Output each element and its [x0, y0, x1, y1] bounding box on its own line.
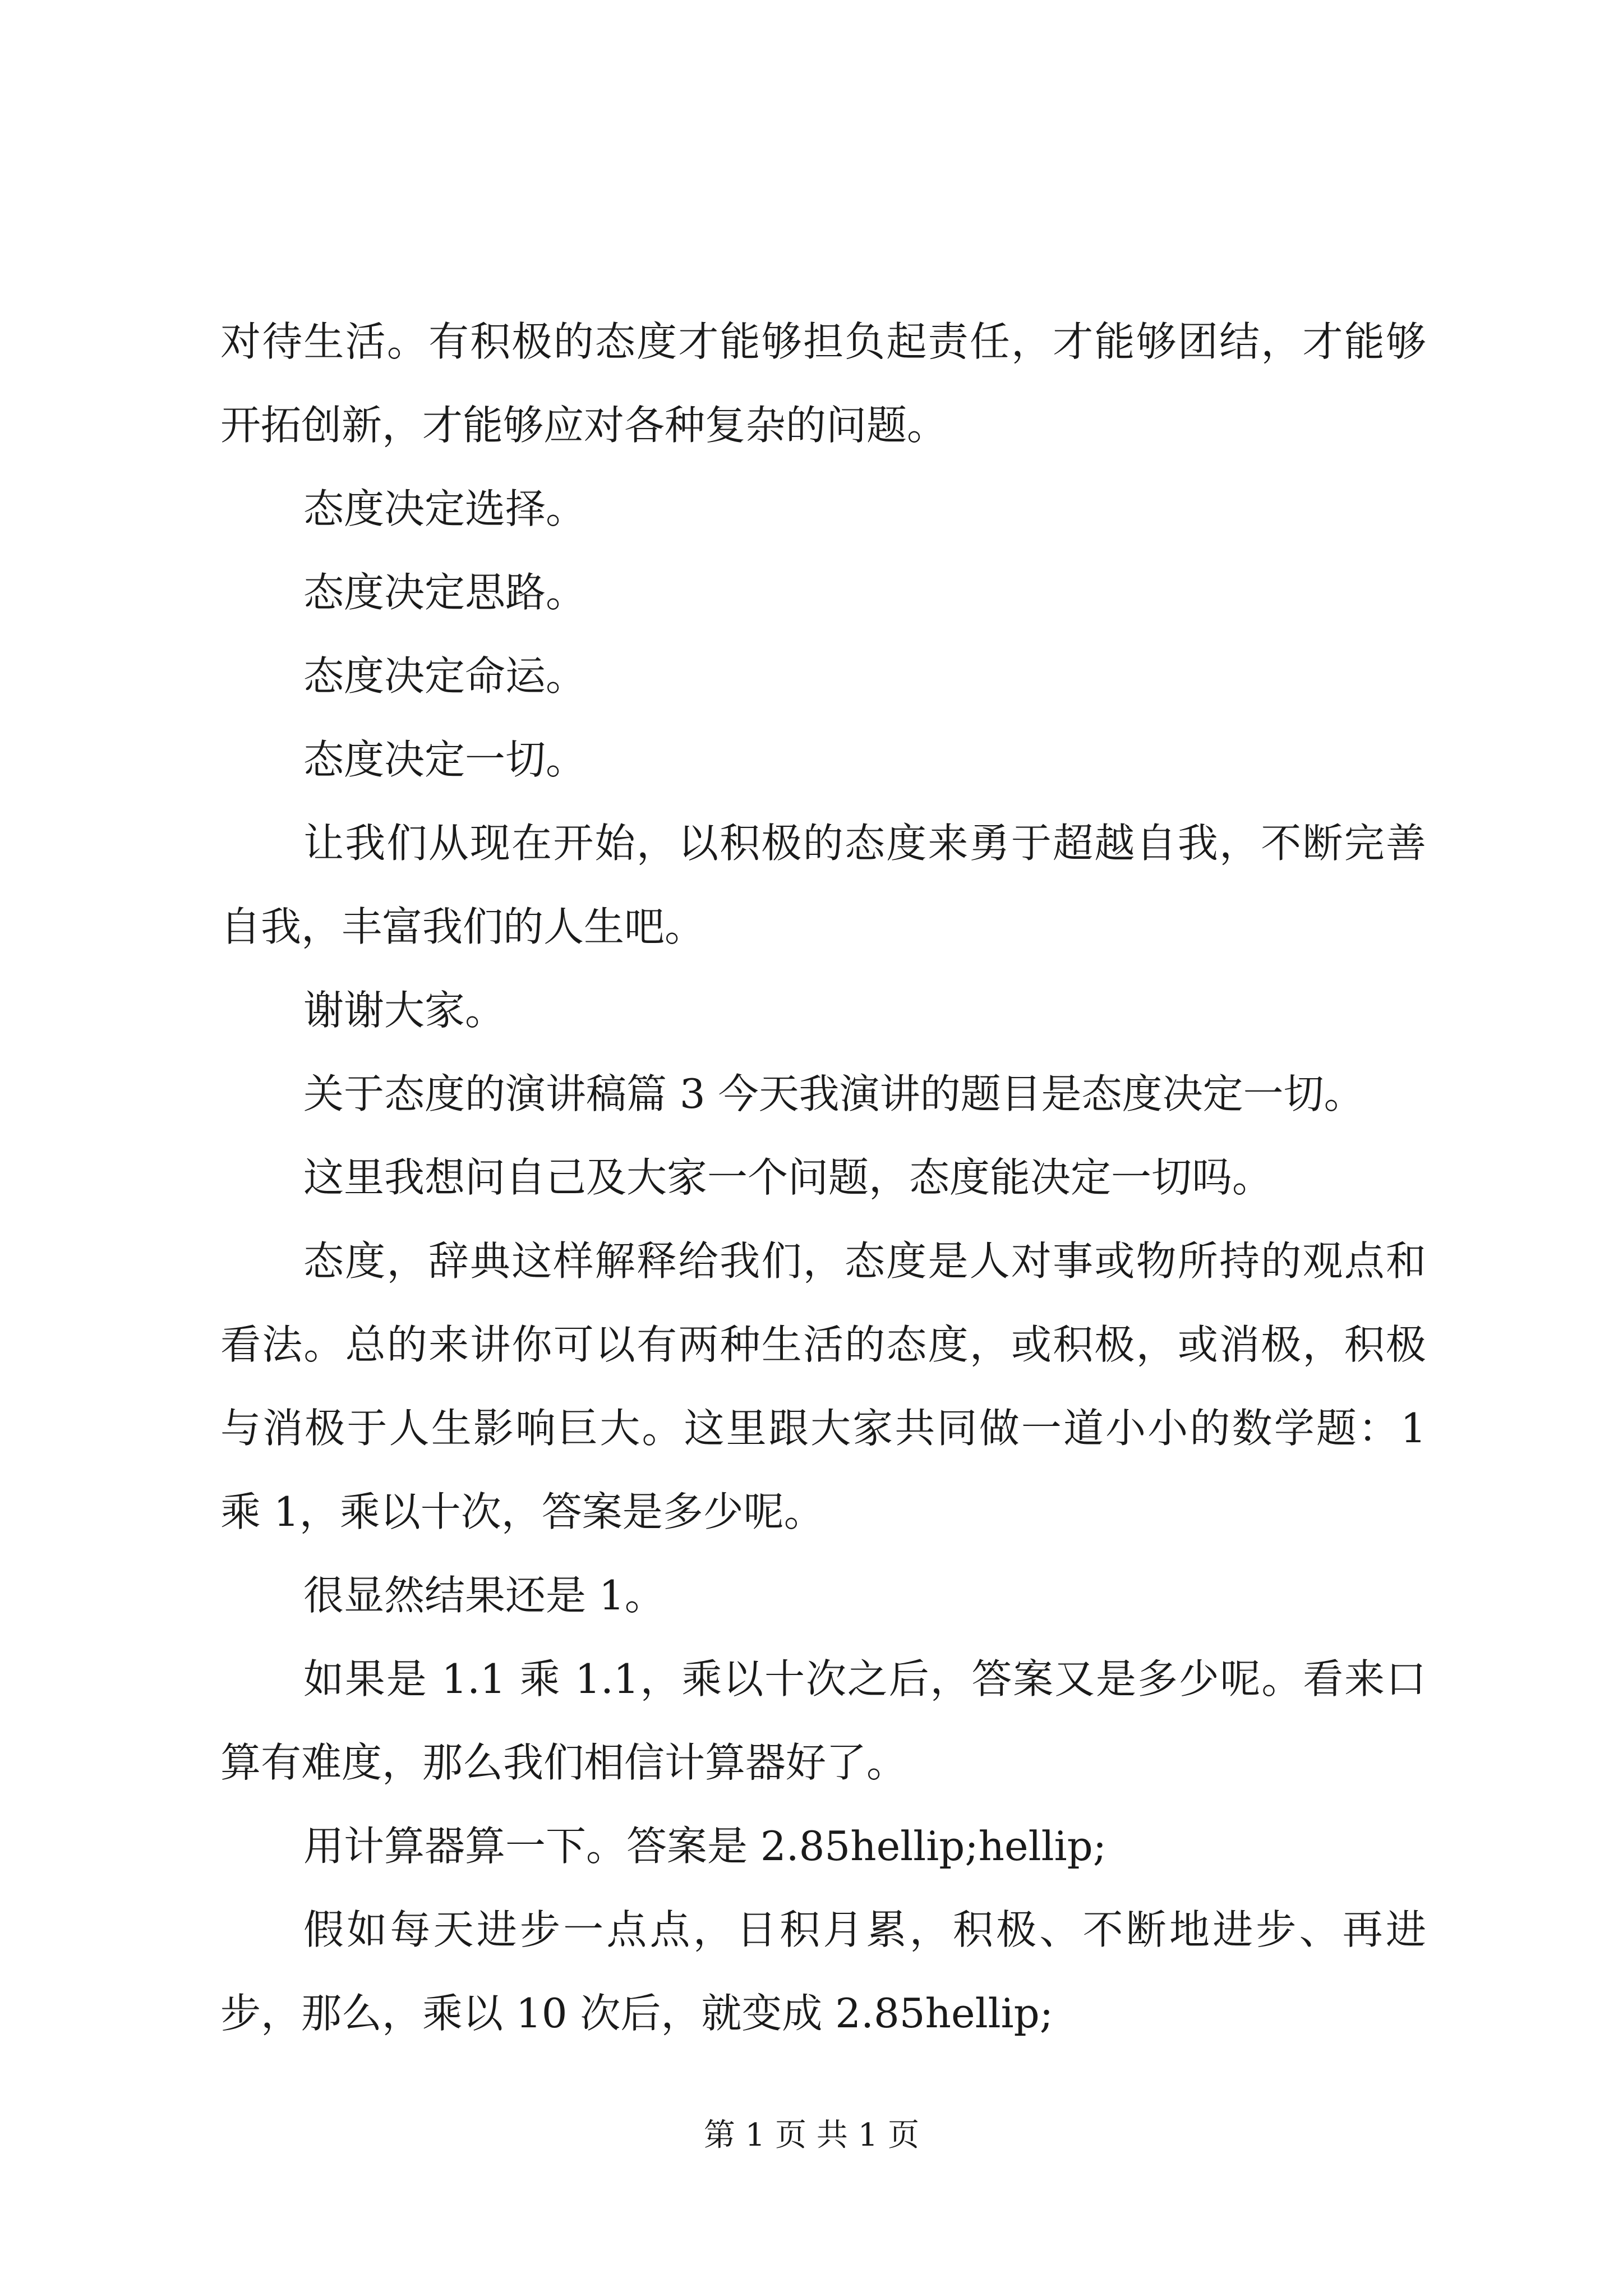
paragraph: 态度决定思路。	[303, 569, 587, 616]
paragraph: 这里我想问自己及大家一个问题，态度能决定一切吗。	[303, 1154, 1273, 1201]
paragraph: 很显然结果还是 1。	[303, 1572, 665, 1619]
paragraph: 对待生活。有积极的态度才能够担负起责任，才能够团结，才能够开拓创新，才能够应对各种复杂的问题。	[220, 318, 1426, 449]
paragraph: 关于态度的演讲稿篇 3 今天我演讲的题目是态度决定一切。	[303, 1070, 1364, 1117]
paragraph: 让我们从现在开始，以积极的态度来勇于超越自我，不断完善自我，丰富我们的人生吧。	[220, 820, 1426, 950]
paragraph: 态度决定选择。	[303, 485, 587, 532]
paragraph: 态度，辞典这样解释给我们，态度是人对事或物所持的观点和看法。总的来讲你可以有两种生活的态度，或积极，或消极，积极与消极于人生影响巨大。这里跟大家共同做一道小小的数学题：1 乘 1，乘以十次，答案是多少呢。	[220, 1237, 1426, 1535]
paragraph: 态度决定一切。	[303, 736, 587, 783]
paragraph: 如果是 1.1 乘 1.1，乘以十次之后，答案又是多少呢。看来口算有难度，那么我们相信计算器好了。	[220, 1655, 1426, 1786]
paragraph: 态度决定命运。	[303, 652, 587, 700]
paragraph: 假如每天进步一点点，日积月累，积极、不断地进步、再进步，那么，乘以 10 次后，就变成 2.85hellip;	[220, 1906, 1426, 2037]
paragraph: 谢谢大家。	[303, 987, 506, 1034]
page-footer: 第 1 页 共 1 页	[703, 2117, 920, 2154]
paragraph: 用计算器算一下。答案是 2.85hellip;hellip;	[303, 1823, 1107, 1870]
document-body	[220, 300, 1426, 2055]
